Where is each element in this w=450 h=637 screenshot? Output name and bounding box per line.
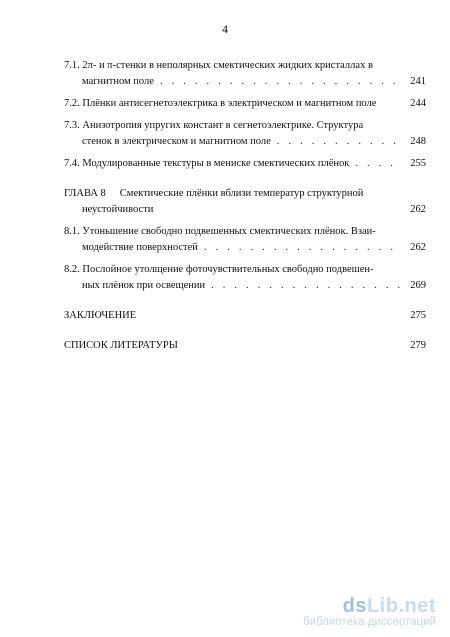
toc-chapter-8[interactable] (64, 186, 426, 218)
dslib-watermark (303, 596, 436, 629)
logo-ds: ds (342, 595, 367, 617)
toc-entry-text: 7.2. Плёнки антисегнетоэлектрика в электрическом и магнитном поле (64, 98, 377, 109)
logo-lib: Lib.net (366, 595, 436, 617)
dot-leader (204, 240, 402, 256)
toc-entry-text: 8.1. Утоньшение свободно подвешенных смектических плёнок. Взаи- (64, 226, 376, 237)
toc-page-number: 279 (410, 340, 426, 351)
toc-page-number: 262 (410, 204, 426, 215)
toc-page-number: 275 (410, 310, 426, 321)
toc-entry-text: 7.4. Модулированные текстуры в мениске смектических плёнок (64, 158, 350, 169)
toc-references[interactable] (64, 338, 426, 354)
toc-entry-7-1[interactable] (64, 58, 426, 90)
toc-page-number: 255 (410, 158, 426, 169)
toc-conclusion[interactable] (64, 308, 426, 324)
toc-entry-7-2[interactable] (64, 96, 426, 112)
toc-entry-text: модействие поверхностей (82, 242, 198, 253)
toc-entry-text: СПИСОК ЛИТЕРАТУРЫ (64, 340, 178, 351)
toc-entry-text: магнитном поле (82, 76, 154, 87)
toc-page-number: 244 (410, 98, 426, 109)
toc-entry-text: стенок в электрическом и магнитном поле (82, 136, 271, 147)
watermark-subtitle: библиотека диссертаций (303, 616, 436, 628)
dot-leader (211, 278, 402, 294)
toc-page-number: 241 (410, 76, 426, 87)
dot-leader (160, 74, 402, 90)
toc-entry-text: 8.2. Послойное утолщение фоточувствительных свободно подвешен- (64, 264, 374, 275)
toc-page-number: 262 (410, 242, 426, 253)
table-of-contents (64, 58, 426, 354)
toc-entry-text: ЗАКЛЮЧЕНИЕ (64, 310, 137, 321)
toc-page-number: 248 (410, 136, 426, 147)
toc-entry-text: ных плёнок при освещении (82, 280, 206, 291)
toc-entry-7-3[interactable] (64, 118, 426, 150)
chapter-label: ГЛАВА 8 (64, 188, 106, 199)
toc-entry-text: 7.3. Анизотропия упругих констант в сегнетоэлектрике. Структура (64, 120, 364, 131)
page-number: 4 (222, 22, 228, 36)
chapter-title: Смектические плёнки вблизи температур структурной (119, 188, 364, 199)
toc-entry-8-2[interactable] (64, 262, 426, 294)
toc-entry-8-1[interactable] (64, 224, 426, 256)
toc-entry-text: 7.1. 2π- и π-стенки в неполярных смектических жидких кристаллах в (64, 60, 373, 71)
toc-entry-7-4[interactable] (64, 156, 426, 172)
dslib-logo (303, 596, 436, 616)
dot-leader (277, 134, 402, 150)
dot-leader (355, 156, 402, 172)
chapter-title: неустойчивости (82, 204, 154, 215)
toc-page-number: 269 (410, 280, 426, 291)
